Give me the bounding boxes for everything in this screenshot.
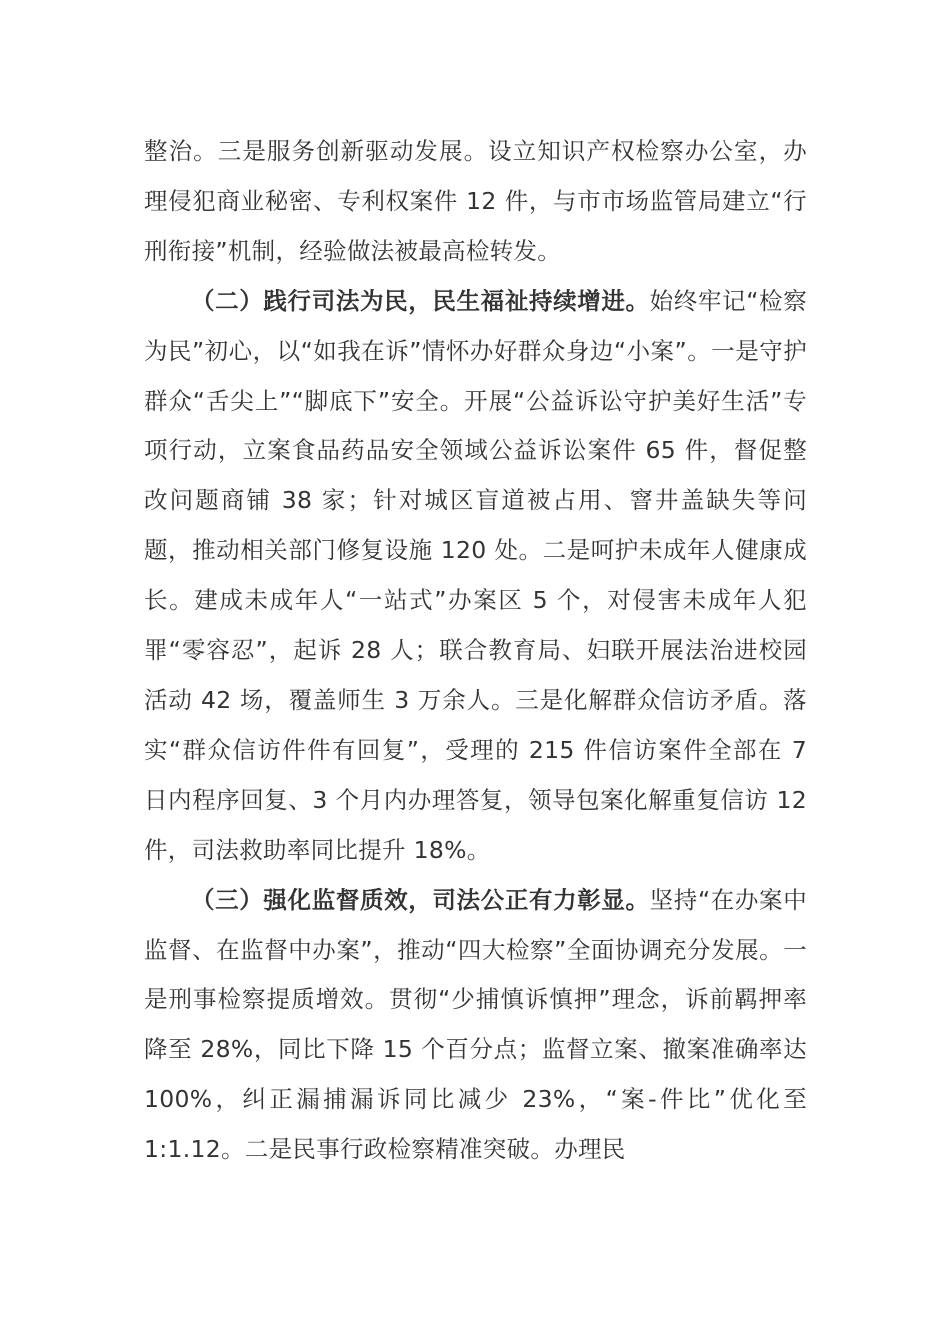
document-body	[144, 127, 807, 1175]
section-heading: （二）践行司法为民，民生福祉持续增进。	[191, 286, 650, 315]
paragraph-text: 始终牢记“检察为民”初心，以“如我在诉”情怀办好群众身边“小案”。一是守护群众“舌尖上”“脚底下”安全。开展“公益诉讼守护美好生活”专项行动，立案食品药品安全领域公益诉讼案件 65 件，督促整改问题商铺 38 家；针对城区盲道被占用、窨井盖缺失等问题，推动相关部门修复设施 120 处。二是呵护未成年人健康成长。建成未成年人“一站式”办案区 5 个，对侵害未成年人犯罪“零容忍”，起诉 28 人；联合教育局、妇联开展法治进校园活动 42 场，覆盖师生 3 万余人。三是化解群众信访矛盾。落实“群众信访件件有回复”，受理的 215 件信访案件全部在 7 日内程序回复、3 个月内办理答复，领导包案化解重复信访 12 件，司法救助率同比提升 18%。	[144, 286, 807, 864]
paragraph-text: 整治。三是服务创新驱动发展。设立知识产权检察办公室，办理侵犯商业秘密、专利权案件 12 件，与市市场监管局建立“行刑衔接”机制，经验做法被最高检转发。	[144, 137, 807, 265]
paragraph-section-three	[144, 876, 807, 1175]
paragraph-text: 坚持“在办案中监督、在监督中办案”，推动“四大检察”全面协调充分发展。一是刑事检察提质增效。贯彻“少捕慎诉慎押”理念，诉前羁押率降至 28%，同比下降 15 个百分点；监督立案、撤案准确率达 100%，纠正漏捕漏诉同比减少 23%，“案-件比”优化至 1:1.12。二是民事行政检察精准突破。办理民	[144, 885, 807, 1164]
section-heading: （三）强化监督质效，司法公正有力彰显。	[191, 885, 650, 914]
paragraph-continuation	[144, 127, 807, 277]
paragraph-section-two	[144, 277, 807, 876]
